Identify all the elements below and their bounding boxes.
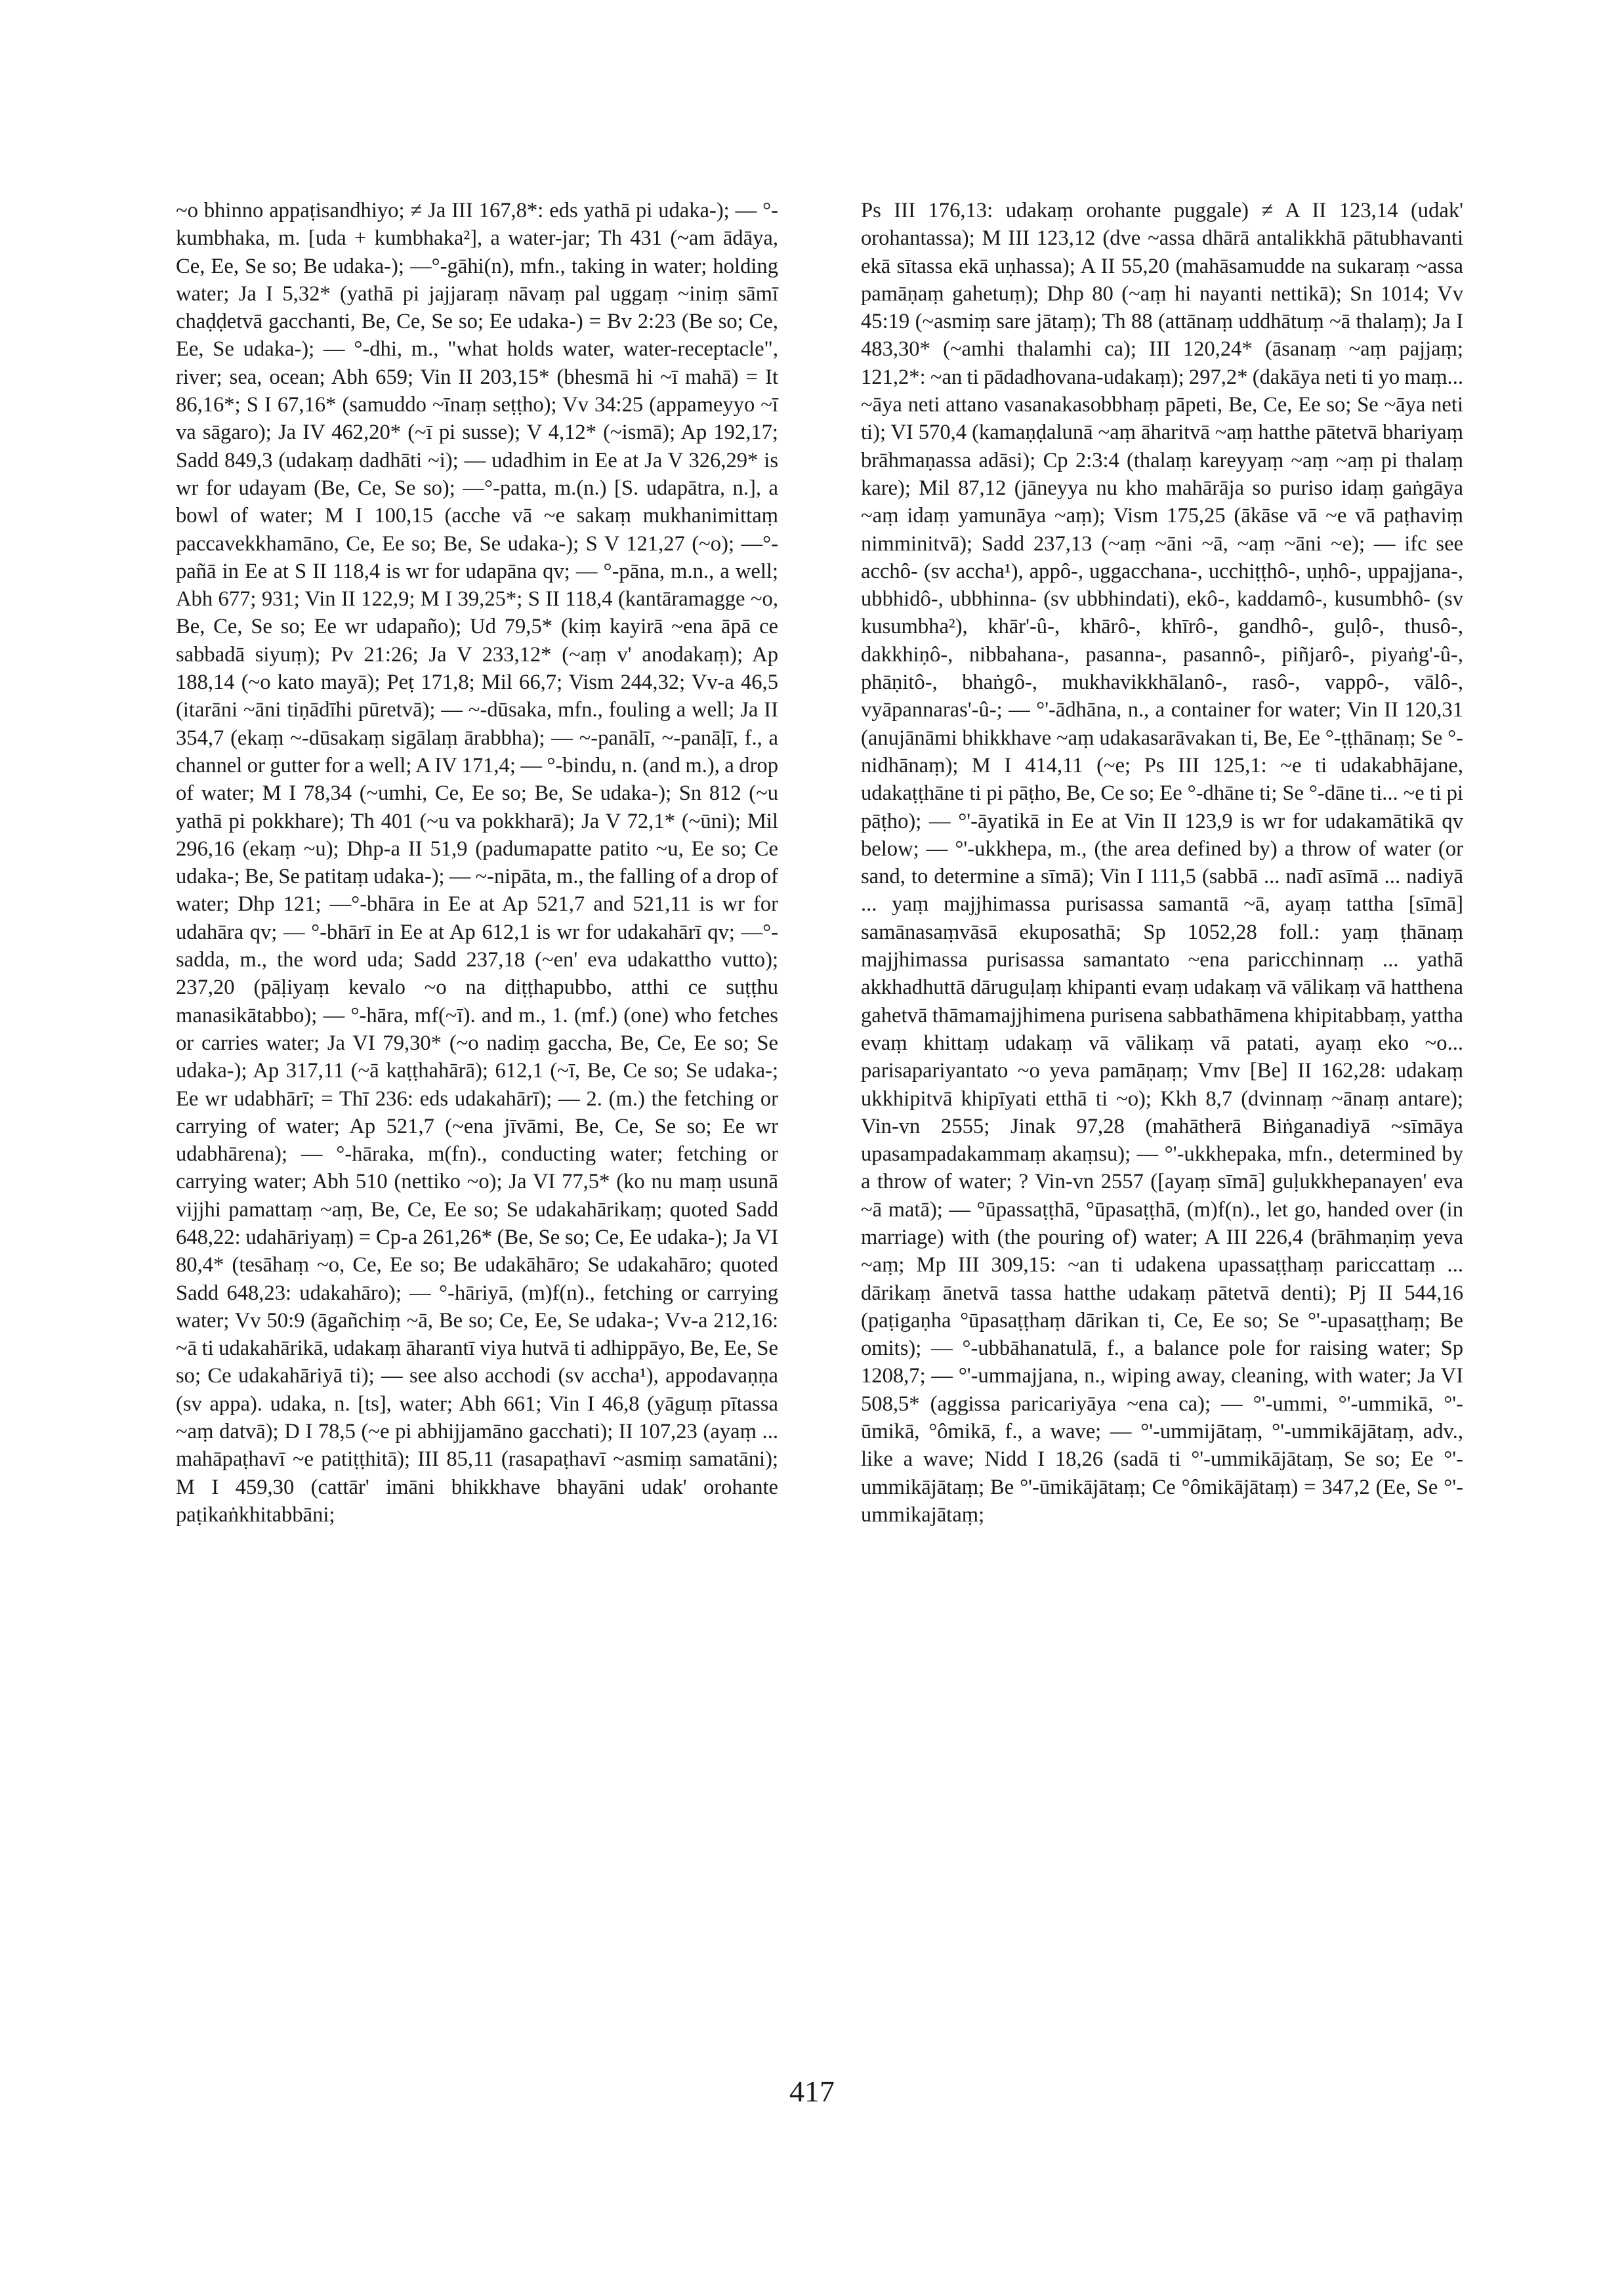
right-column — [861, 197, 1463, 1529]
page-number: 417 — [789, 2075, 835, 2108]
left-column-text: ~o bhinno appaṭisandhiyo; ≠ Ja III 167,8*: eds yathā pi udaka-); — °-kumbhaka, m. [uda + kumbhaka²], a water-jar; Th 431 (~am ādāya, Ce, Ee, Se so; Be udaka-); —°-gāhi(n), mfn., taking in water; holding water; Ja I 5,32* (yathā pi jajjaraṃ nāvaṃ pal uggaṃ ~iniṃ sāmī chaḍḍetvā gacchanti, Be, Ce, Se so; Ee udaka-) = Bv 2:23 (Be so; Ce, Ee, Se udaka-); — °-dhi, m., "what holds water, water-receptacle", river; sea, ocean; Abh 659; Vin II 203,15* (bhesmā hi ~ī mahā) = It 86,16*; S I 67,16* (samuddo ~īnaṃ seṭṭho); Vv 34:25 (appameyyo ~ī va sāgaro); Ja IV 462,20* (~ī pi susse); V 4,12* (~ismā); Ap 192,17; Sadd 849,3 (udakaṃ dadhāti ~i); — udadhim in Ee at Ja V 326,29* is wr for udayam (Be, Ce, Se so); —°-patta, m.(n.) [S. udapātra, n.], a bowl of water; M I 100,15 (acche vā ~e sakaṃ mukhanimittaṃ paccavekkhamāno, Ce, Ee so; Be, Se udaka-); S V 121,27 (~o); —°-pañā in Ee at S II 118,4 is wr for udapāna qv; — °-pāna, m.n., a well; Abh 677; 931; Vin II 122,9; M I 39,25*; S II 118,4 (kantāramagge ~o, Be, Ce, Se so; Ee wr udapaño); Ud 79,5* (kiṃ kayirā ~ena āpā ce sabbadā siyuṃ); Pv 21:26; Ja V 233,12* (~aṃ v' anodakaṃ); Ap 188,14 (~o kato mayā); Peṭ 171,8; Mil 66,7; Vism 244,32; Vv-a 46,5 (itarāni ~āni tiṇādīhi pūretvā); — ~-dūsaka, mfn., fouling a well; Ja II 354,7 (ekaṃ ~-dūsakaṃ sigālaṃ ārabbha); — ~-panālī, ~-panāḷī, f., a channel or gutter for a well; A IV 171,4; — °-bindu, n. (and m.), a drop of water; M I 78,34 (~umhi, Ce, Ee so; Be, Se udaka-); Sn 812 (~u yathā pi pokkhare); Th 401 (~u va pokkharā); Ja V 72,1* (~ūni); Mil 296,16 (ekaṃ ~u); Dhp-a II 51,9 (padumapatte patito ~u, Ee so; Ce udaka-; Be, Se patitaṃ udaka-); — ~-nipāta, m., the falling of a drop of water; Dhp 121; —°-bhāra in Ee at Ap 521,7 and 521,11 is wr for udahāra qv; — °-bhārī in Ee at Ap 612,1 is wr for udakahārī qv; —°-sadda, m., the word uda; Sadd 237,18 (~en' eva udakattho vutto); 237,20 (pāḷiyaṃ kevalo ~o na diṭṭhapubbo, atthi ce suṭṭhu manasikātabbo); — °-hāra, mf(~ī). and m., 1. (mf.) (one) who fetches or carries water; Ja VI 79,30* (~o nadiṃ gaccha, Be, Ce, Ee so; Se udaka-); Ap 317,11 (~ā kaṭṭhahārā); 612,1 (~ī, Be, Ce so; Se udaka-; Ee wr udabhārī; = Thī 236: eds udakahārī); — 2. (m.) the fetching or carrying of water; Ap 521,7 (~ena jīvāmi, Be, Ce, Se so; Ee wr udabhārena); — °-hāraka, m(fn)., conducting water; fetching or carrying water; Abh 510 (nettiko ~o); Ja VI 77,5* (ko nu maṃ usunā vijjhi pamattaṃ ~aṃ, Be, Ce, Ee so; Se udakahārikaṃ; quoted Sadd 648,22: udahāriyaṃ) = Cp-a 261,26* (Be, Se so; Ce, Ee udaka-); Ja VI 80,4* (tesāhaṃ ~o, Ce, Ee so; Be udakāhāro; Se udakahāro; quoted Sadd 648,23: udakahāro); — °-hāriyā, (m)f(n)., fetching or carrying water; Vv 50:9 (āgañchiṃ ~ā, Be so; Ce, Ee, Se udaka-; Vv-a 212,16: ~ā ti udakahārikā, udakaṃ āharantī viya hutvā ti adhippāyo, Be, Ee, Se so; Ce udakahāriyā ti); — see also acchodi (sv accha¹), appodavaṇṇa (sv appa). udaka, n. [ts], water; Abh 661; Vin I 46,8 (yāguṃ pītassa ~aṃ datvā); D I 78,5 (~e pi abhijjamāno gacchati); II 107,23 (ayaṃ ... mahāpaṭhavī ~e patiṭṭhitā); III 85,11 (rasapaṭhavī ~asmiṃ samatāni); M I 459,30 (cattār' imāni bhikkhave bhayāni udak' orohante paṭikaṅkhitabbāni; — [176, 199, 778, 1527]
left-column — [176, 197, 778, 1529]
right-column-text: Ps III 176,13: udakaṃ orohante puggale) ≠ A II 123,14 (udak' orohantassa); M III 123,12 (dve ~assa dhārā antalikkhā pātubhavanti ekā sītassa ekā uṇhassa); A II 55,20 (mahāsamudde na sukaraṃ ~assa pamāṇaṃ gahetuṃ); Dhp 80 (~aṃ hi nayanti nettikā); Sn 1014; Vv 45:19 (~asmiṃ sare jātaṃ); Th 88 (attānaṃ uddhātuṃ ~ā thalaṃ); Ja I 483,30* (~amhi thalamhi ca); III 120,24* (āsanaṃ ~aṃ pajjaṃ; 121,2*: ~an ti pādadhovana-udakaṃ); 297,2* (dakāya neti ti yo maṃ... ~āya neti attano vasanakasobbhaṃ pāpeti, Be, Ce, Ee so; Se ~āya neti ti); VI 570,4 (kamaṇḍalunā ~aṃ āharitvā ~aṃ hatthe pātetvā bhariyaṃ brāhmaṇassa adāsi); Cp 2:3:4 (thalaṃ kareyyaṃ ~aṃ ~aṃ pi thalaṃ kare); Mil 87,12 (jāneyya nu kho mahārāja so puriso idaṃ gaṅgāya ~aṃ idaṃ yamunāya ~aṃ); Vism 175,25 (ākāse vā ~e vā paṭhaviṃ nimminitvā); Sadd 237,13 (~aṃ ~āni ~ā, ~aṃ ~āni ~e); — ifc see acchô- (sv accha¹), appô-, uggacchana-, ucchiṭṭhô-, uṇhô-, uppajjana-, ubbhidô-, ubbhinna- (sv ubbhindati), ekô-, kaddamô-, kusumbhô- (sv kusumbha²), khār'-û-, khārô-, khīrô-, gandhô-, guḷô-, thusô-, dakkhiṇô-, nibbahana-, pasanna-, pasannô-, piñjarô-, piyaṅg'-û-, phāṇitô-, bhaṅgô-, mukhavikkhālanô-, rasô-, vappô-, vālô-, vyāpannaras'-û-; — °'-ādhāna, n., a container for water; Vin II 120,31 (anujānāmi bhikkhave ~aṃ udakasarāvakan ti, Be, Ee °-ṭṭhānaṃ; Se °-nidhānaṃ); M I 414,11 (~e; Ps III 125,1: ~e ti udakabhājane, udakaṭṭhāne ti pi pāṭho, Be, Ce so; Ee °-dhāne ti; Se °-dāne ti... ~e ti pi pāṭho); — °'-āyatikā in Ee at Vin II 123,9 is wr for udakamātikā qv below; — °'-ukkhepa, m., (the area defined by) a throw of water (or sand, to determine a sīmā); Vin I 111,5 (sabbā ... nadī asīmā ... nadiyā ... yaṃ majjhimassa purisassa samantā ~ā, ayaṃ tattha [sīmā] samānasaṃvāsā ekuposathā; Sp 1052,28 foll.: yaṃ ṭhānaṃ majjhimassa purisassa samantato ~ena paricchinnaṃ ... yathā akkhadhuttā dāruguḷaṃ khipanti evaṃ udakaṃ vā vālikaṃ vā hatthena gahetvā thāmamajjhimena purisena sabbathāmena khipitabbaṃ, yattha evaṃ khittaṃ udakaṃ vā vālikaṃ vā patati, ayaṃ eko ~o... parisapariyantato ~o yeva pamāṇaṃ; Vmv [Be] II 162,28: udakaṃ ukkhipitvā khipīyati etthā ti ~o); Kkh 8,7 (dvinnaṃ ~ānaṃ antare); Vin-vn 2555; Jinak 97,28 (mahātherā Biṅganadiyā ~sīmāya upasampadakammaṃ akaṃsu); — °'-ukkhepaka, mfn., determined by a throw of water; ? Vin-vn 2557 ([ayaṃ sīmā] guḷukkhepanayen' eva ~ā matā); — °ūpassaṭṭhā, °ūpasaṭṭhā, (m)f(n)., let go, handed over (in marriage) with (the pouring of) water; A III 226,4 (brāhmaṇiṃ yeva ~aṃ; Mp III 309,15: ~an ti udakena upassaṭṭhaṃ pariccattaṃ ... dārikaṃ ānetvā tassa hatthe udakaṃ pātetvā denti); Pj II 544,16 (paṭigaṇha °ūpasaṭṭhaṃ dārikan ti, Ce, Ee so; Se °'-upasaṭṭhaṃ; Be omits); — °-ubbāhanatulā, f., a balance pole for raising water; Sp 1208,7; — °'-ummajjana, n., wiping away, cleaning, with water; Ja VI 508,5* (aggissa paricariyāya ~ena ca); — °'-ummi, °'-ummikā, °'-ūmikā, °ômikā, f., a wave; — °'-ummijātaṃ, °'-ummikājātaṃ, adv., like a wave; Nidd I 18,26 (sadā ti °'-ummikājātaṃ, Se so; Ee °'-ummikājātaṃ; Be °'-ūmikājātaṃ; Ce °ômikājātaṃ) = 347,2 (Ee, Se °'-ummikajātaṃ; — [861, 199, 1463, 1527]
